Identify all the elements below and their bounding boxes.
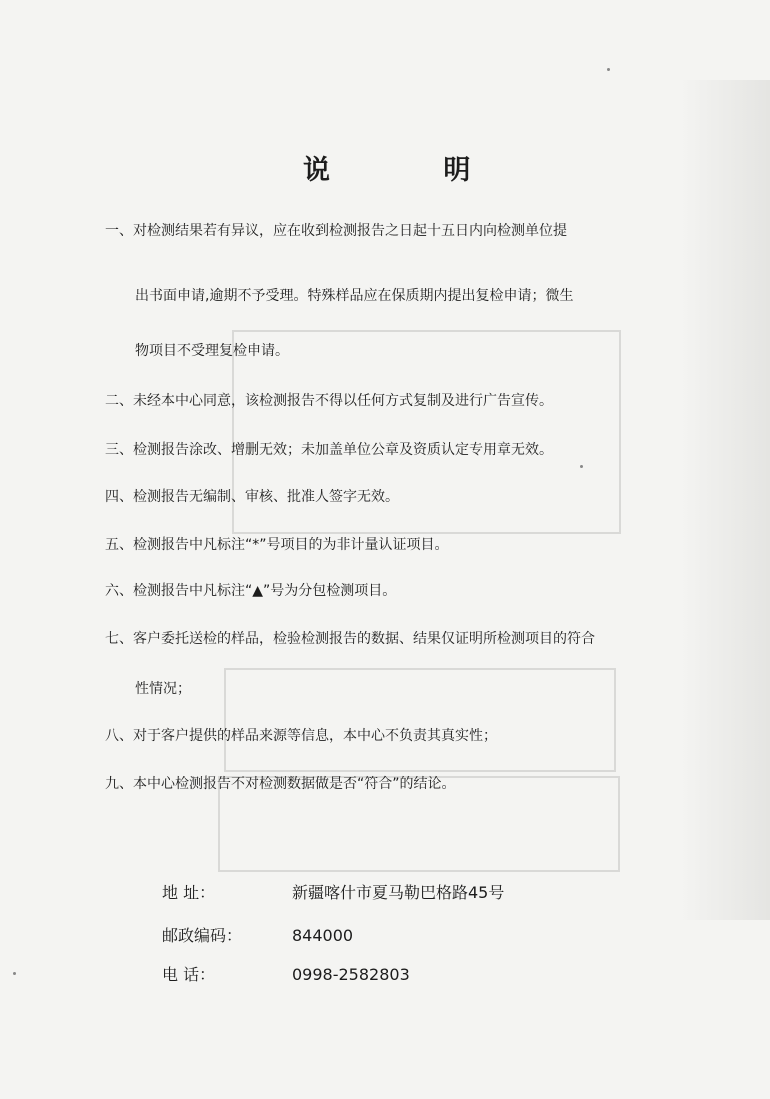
reverse-side-handwriting (262, 112, 402, 138)
address-value: 新疆喀什市夏马勒巴格路45号 (292, 883, 505, 902)
notice-item-5: 五、检测报告中凡标注“*”号项目的为非计量认证项目。 (105, 537, 449, 553)
notice-item-1-cont: 出书面申请,逾期不予受理。特殊样品应在保质期内提出复检申请；微生 (135, 288, 574, 304)
notice-item-1: 一、对检测结果若有异议，应在收到检测报告之日起十五日内向检测单位提 (105, 223, 567, 239)
notice-item-2: 二、未经本中心同意，该检测报告不得以任何方式复制及进行广告宣传。 (105, 393, 553, 409)
notice-item-8: 八、对于客户提供的样品来源等信息，本中心不负责其真实性； (105, 728, 497, 744)
phone-label: 电 话： (162, 965, 216, 984)
notice-item-7: 七、客户委托送检的样品，检验检测报告的数据、结果仅证明所检测项目的符合 (105, 631, 595, 647)
reverse-side-box (224, 668, 616, 772)
page-title: 说 明 (303, 155, 523, 186)
notice-item-7-cont: 性情况； (135, 681, 191, 697)
postal-label: 邮政编码： (162, 926, 243, 945)
scan-speck (607, 68, 610, 71)
postal-value: 844000 (292, 926, 354, 945)
notice-item-6: 六、检测报告中凡标注“▲”号为分包检测项目。 (105, 583, 397, 599)
reverse-side-shadow (680, 80, 770, 920)
notice-item-1-cont: 物项目不受理复检申请。 (135, 343, 289, 359)
address-label: 地 址： (162, 883, 216, 902)
notice-item-9: 九、本中心检测报告不对检测数据做是否“符合”的结论。 (105, 776, 456, 792)
notice-item-4: 四、检测报告无编制、审核、批准人签字无效。 (105, 489, 399, 505)
scan-speck (580, 465, 583, 468)
scan-speck (13, 972, 16, 975)
notice-item-3: 三、检测报告涂改、增删无效；未加盖单位公章及资质认定专用章无效。 (105, 442, 553, 458)
phone-value: 0998-2582803 (292, 965, 410, 984)
